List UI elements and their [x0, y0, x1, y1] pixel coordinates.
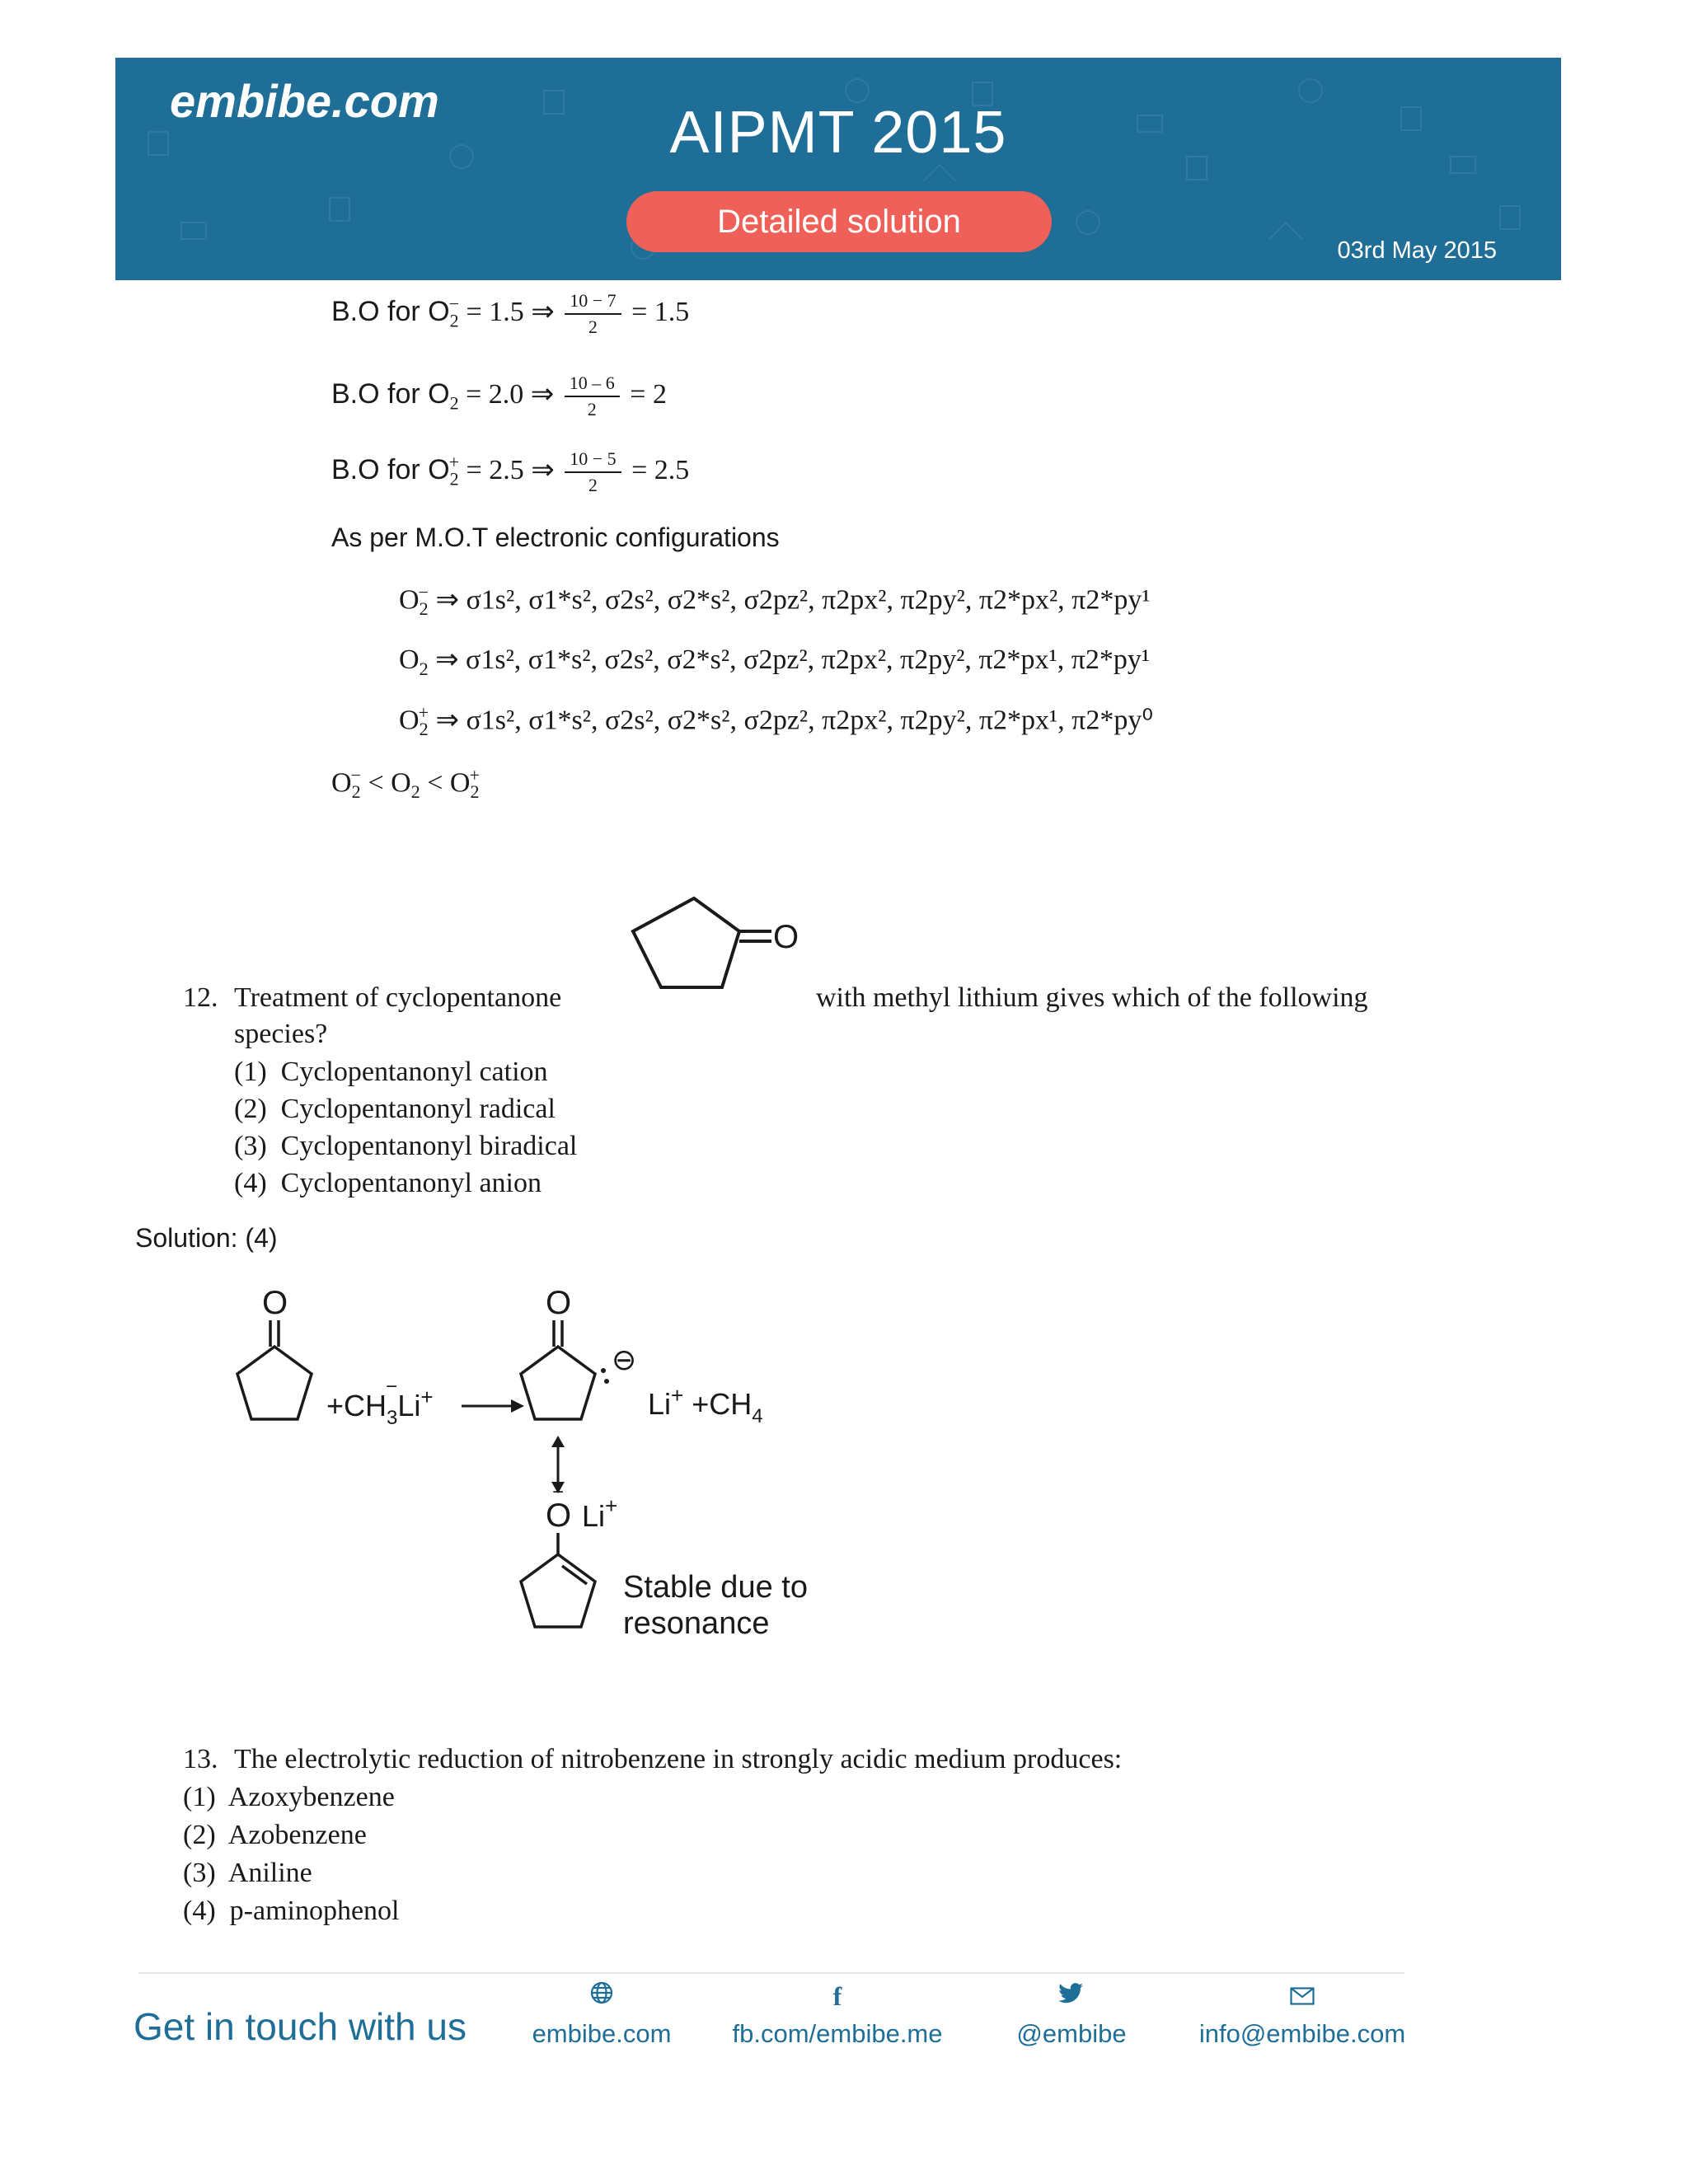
- solution-label: Solution: (4): [135, 1223, 278, 1253]
- question-number: 12.: [183, 982, 218, 1013]
- reagent-label: $+CH_3Li^+$: [326, 1385, 434, 1429]
- minus-sign: −: [386, 1376, 398, 1398]
- minus-sign: −: [552, 1481, 565, 1503]
- question-text: Treatment of cyclopentanone: [234, 982, 562, 1013]
- oxygen-label: O: [546, 1497, 572, 1534]
- negative-charge-icon: ⊖: [612, 1343, 637, 1376]
- bond-order-line: B.O for $O_2^+ = 2.5$ ⇒ $\frac{10 - 5}{2}$ = 2.5: [331, 448, 690, 495]
- footer-email-link[interactable]: info@embibe.com: [1187, 1978, 1418, 2049]
- electron-config-line: $O_2^+$ ⇒ σ1s², σ1*s², σ2s², σ2*s², σ2pz², π2px², π2py², π2*px¹, π2*py⁰: [399, 702, 1153, 740]
- stability-order: $O_2^- < O_2 < O_2^+$: [331, 765, 480, 803]
- exam-title: AIPMT 2015: [669, 100, 1007, 166]
- globe-icon: [528, 1978, 676, 2014]
- question-number: 13.: [183, 1744, 218, 1774]
- fraction: $\frac{10 - 6}{2}$: [565, 373, 620, 420]
- option-item: (3) Aniline: [183, 1858, 312, 1888]
- footer-twitter-link[interactable]: @embibe: [1006, 1978, 1137, 2049]
- cyclopentanone-structure: [620, 890, 809, 997]
- lithium-label: Li+: [582, 1493, 618, 1533]
- exam-date: 03rd May 2015: [1337, 237, 1497, 264]
- option-item: (1) Cyclopentanonyl cation: [234, 1057, 548, 1087]
- option-item: (4) p-aminophenol: [183, 1896, 400, 1926]
- facebook-icon: f: [832, 1981, 842, 2011]
- brand-logo: embibe.com: [170, 75, 439, 127]
- twitter-icon: [1006, 1978, 1137, 2014]
- question-text: species?: [234, 1019, 328, 1049]
- resonance-note: resonance: [623, 1606, 770, 1641]
- footer-title: Get in touch with us: [134, 2005, 467, 2048]
- mot-intro: As per M.O.T electronic configurations: [331, 523, 780, 552]
- bond-order-line: B.O for $O_2 = 2.0$ ⇒ $\frac{10 - 6}{2}$ = 2: [331, 373, 667, 419]
- question-text: with methyl lithium gives which of the following: [816, 982, 1368, 1013]
- oxygen-label: O: [773, 919, 799, 955]
- reaction-scheme: [223, 1277, 849, 1657]
- option-item: (2) Cyclopentanonyl radical: [234, 1094, 556, 1124]
- oxygen-label: O: [262, 1285, 288, 1321]
- header-banner: [115, 58, 1561, 280]
- resonance-note: Stable due to: [623, 1570, 808, 1605]
- option-item: (3) Cyclopentanonyl biradical: [234, 1131, 578, 1161]
- product-label: $Li^+ +CH_4$: [648, 1383, 763, 1427]
- bond-order-line: B.O for $O_2^- = 1.5$ ⇒ $\frac{10 - 7}{2}$ = 1.5: [331, 290, 690, 337]
- fraction: $\frac{10 - 7}{2}$: [565, 290, 621, 338]
- option-item: (2) Azobenzene: [183, 1820, 367, 1850]
- option-item: (1) Azoxybenzene: [183, 1782, 395, 1812]
- mail-icon: [1187, 1978, 1418, 2014]
- option-item: (4) Cyclopentanonyl anion: [234, 1168, 542, 1198]
- footer-facebook-link[interactable]: f fb.com/embibe.me: [722, 1978, 953, 2049]
- electron-config-line: $O_2$ ⇒ σ1s², σ1*s², σ2s², σ2*s², σ2pz², π2px², π2py², π2*px¹, π2*py¹: [399, 644, 1151, 679]
- footer-website-link[interactable]: embibe.com: [528, 1978, 676, 2049]
- fraction: $\frac{10 - 5}{2}$: [565, 448, 621, 496]
- detailed-solution-badge: Detailed solution: [626, 191, 1052, 252]
- question-text: The electrolytic reduction of nitrobenzene in strongly acidic medium produces:: [234, 1744, 1123, 1774]
- electron-config-line: $O_2^-$ ⇒ σ1s², σ1*s², σ2s², σ2*s², σ2pz², π2px², π2py², π2*px², π2*py¹: [399, 582, 1151, 620]
- footer-divider: [138, 1972, 1404, 1974]
- oxygen-label: O: [546, 1285, 572, 1321]
